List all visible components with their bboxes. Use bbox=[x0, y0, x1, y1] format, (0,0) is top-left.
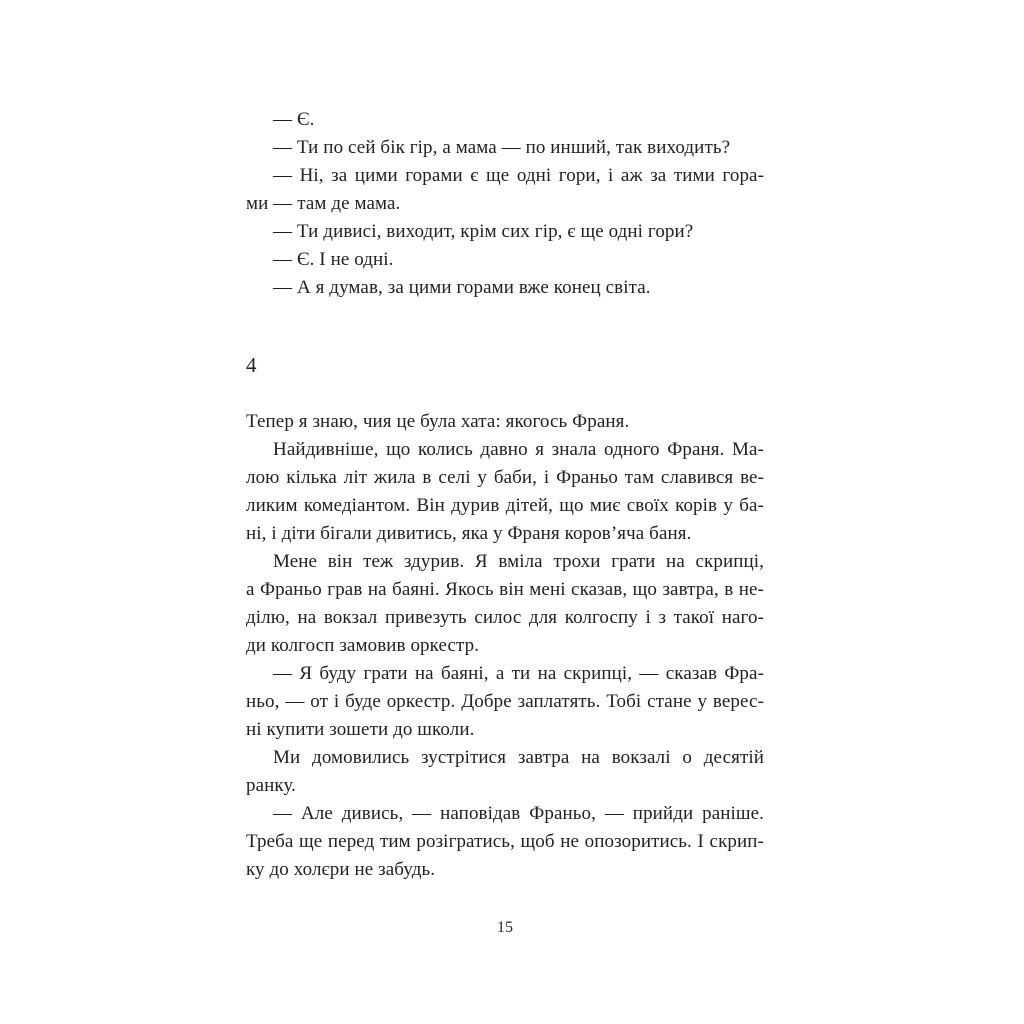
paragraph bbox=[246, 548, 764, 660]
text-line: ку до холєри не забудь. bbox=[246, 859, 436, 880]
text-column bbox=[246, 106, 764, 884]
text-line: Найдивніше, що колись давно я знала одного Франя. Ма- bbox=[273, 439, 764, 460]
text-line: Мене він теж здурив. Я вміла трохи грати на скрипці, bbox=[273, 551, 764, 572]
dialogue-block bbox=[246, 106, 764, 302]
text-line: ми — там де мама. bbox=[246, 193, 401, 214]
text-line: — Але дивись, — наповідав Франьо, — прийди раніше. bbox=[273, 803, 764, 824]
text-line: — Є. bbox=[273, 109, 315, 130]
text-line: Тепер я знаю, чия це була хата: якогось Франя. bbox=[246, 411, 630, 432]
paragraph bbox=[246, 134, 764, 162]
text-line: лою кілька літ жила в селі у баби, і Франьо там славився ве- bbox=[246, 467, 764, 488]
paragraph bbox=[246, 218, 764, 246]
paragraph bbox=[246, 800, 764, 884]
text-line: — Є. І не одні. bbox=[273, 249, 394, 270]
paragraph bbox=[246, 246, 764, 274]
body-block bbox=[246, 408, 764, 884]
text-line: Треба ще перед тим розігратись, щоб не опозоритись. І скрип- bbox=[246, 831, 764, 852]
text-line: ликим комедіантом. Він дурив дітей, що миє своїх корів у ба- bbox=[246, 495, 764, 516]
paragraph bbox=[246, 744, 764, 800]
text-line: — А я думав, за цими горами вже конец світа. bbox=[273, 277, 651, 298]
paragraph bbox=[246, 660, 764, 744]
paragraph bbox=[246, 436, 764, 548]
text-line: а Франьо грав на баяні. Якось він мені сказав, що завтра, в не- bbox=[246, 579, 764, 600]
text-line: ньо, — от і буде оркестр. Добре заплатять. Тобі стане у верес- bbox=[246, 691, 764, 712]
text-line: — Ні, за цими горами є ще одні гори, і аж за тими гора- bbox=[273, 165, 764, 186]
text-line: Ми домовились зустрітися завтра на вокзалі о десятій bbox=[273, 747, 764, 768]
text-line: ди колгосп замовив оркестр. bbox=[246, 635, 480, 656]
section-number: 4 bbox=[246, 353, 257, 377]
paragraph bbox=[246, 106, 764, 134]
text-line: ні купити зошети до школи. bbox=[246, 719, 475, 740]
paragraph bbox=[246, 408, 764, 436]
text-line: ні, і діти бігали дивитись, яка у Франя коров’яча баня. bbox=[246, 523, 692, 544]
text-line: ділю, на вокзал привезуть силос для колгоспу і з такої наго- bbox=[246, 607, 764, 628]
text-line: — Ти по сей бік гір, а мама — по инший, так виходить? bbox=[273, 137, 731, 158]
paragraph bbox=[246, 274, 764, 302]
paragraph bbox=[246, 162, 764, 218]
text-line: ранку. bbox=[246, 775, 297, 796]
page-number: 15 bbox=[497, 919, 513, 936]
text-line: — Я буду грати на баяні, а ти на скрипці, — сказав Фра- bbox=[273, 663, 764, 684]
text-line: — Ти дивисі, виходит, крім сих гір, є ще одні гори? bbox=[273, 221, 694, 242]
